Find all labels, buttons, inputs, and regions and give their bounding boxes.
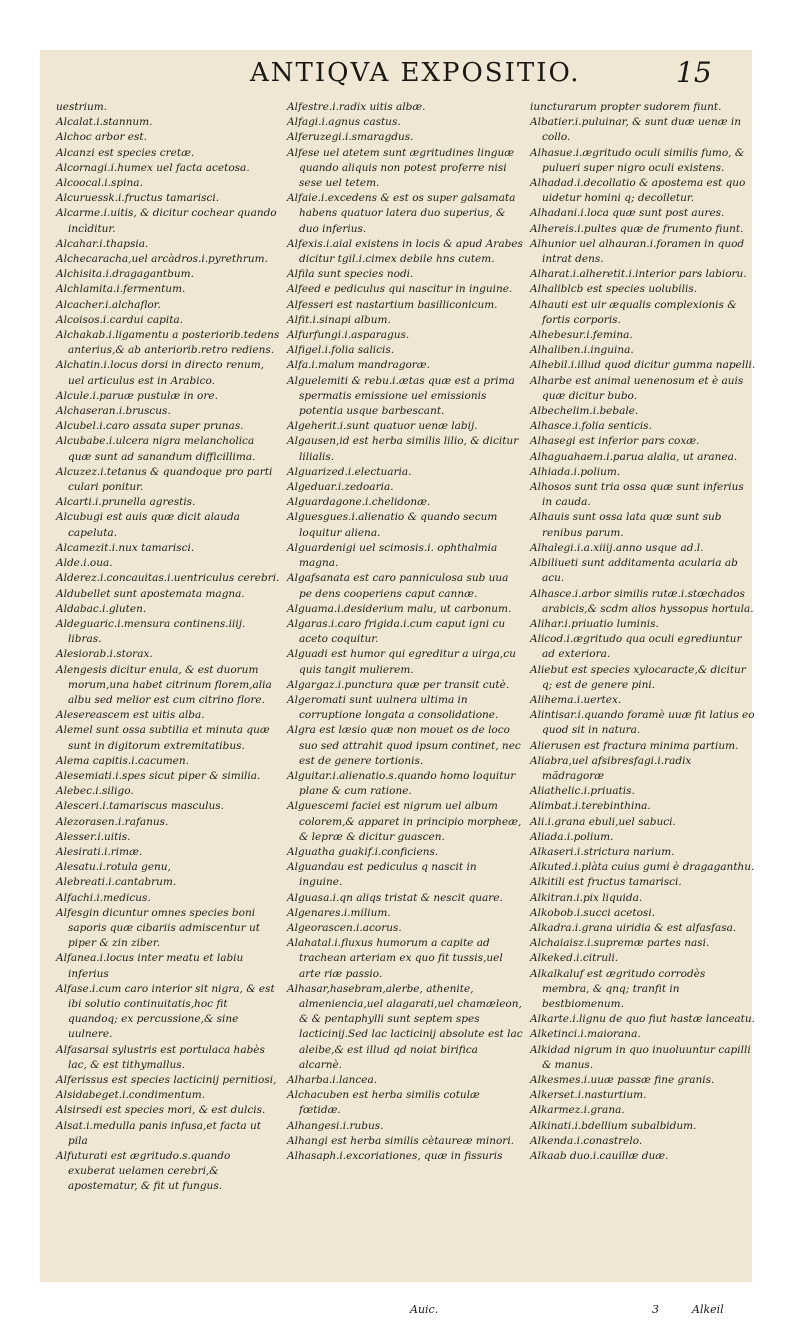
glossary-entry: Alhebil.i.illud quod dicitur gumma napelli.	[530, 359, 756, 372]
glossary-entry: Alfexis.i.aial existens in locis & apud Arabes dicitur tgil.i.cimex debile hns cutem.	[287, 237, 523, 266]
glossary-entry: Alihema.i.uertex.	[530, 693, 622, 706]
glossary-entry: Alicod.i.ægritudo qua oculi egrediuntur ad exteriora.	[530, 633, 742, 661]
glossary-entry: Aliabra,uel afsibresfagi.i.radix mãdragoræ	[530, 754, 692, 782]
glossary-entry: Alcalat.i.stannum.	[56, 116, 153, 129]
glossary-entry: Alguama.i.desiderium malu, ut carbonum.	[287, 602, 512, 615]
glossary-entry: Alhosos sunt tria ossa quæ sunt inferius in cauda.	[530, 481, 744, 509]
glossary-entry: Alesereascem est uitis alba.	[56, 709, 205, 722]
glossary-entry: Alguescemi faciei est nigrum uel album colorem,& apparet in principio morpheæ, & lepræ & dicitur guascen.	[287, 800, 522, 843]
glossary-entry: Alkaseri.i.strictura narium.	[530, 845, 675, 858]
catchword-right: Alkeil	[692, 1303, 724, 1316]
glossary-entry: Algaras.i.caro frigida.i.cum caput igni cu aceto coquitur.	[287, 617, 506, 646]
glossary-entry: Alcuruessk.i.fructus tamarisci.	[56, 192, 220, 205]
glossary-entry: Algeromati sunt uulnera ultima in corruptione longata a consolidatione.	[287, 693, 499, 722]
glossary-entry: Alengesis dicitur enula, & est duorum morum,una habet citrinum florem,alia albu sed melior est cum citrino flore.	[56, 663, 272, 706]
glossary-entry: Alfesseri est nastartium basilliconicum.	[287, 298, 498, 311]
glossary-entry: Alebec.i.siligo.	[56, 785, 134, 798]
glossary-entry: Alfa.i.malum mandragoræ.	[287, 359, 431, 372]
text-column-right	[530, 100, 756, 1164]
glossary-entry: Aliebut est species xylocaracte,& dicitur q; est de genere pini.	[530, 663, 746, 691]
glossary-entry: Alkuted.i.plàta cuius gumi è dragaganthu.	[530, 861, 755, 874]
glossary-entry: Alsirsedi est species mori, & est dulcis.	[56, 1104, 266, 1117]
glossary-entry: Alfurfungi.i.asparagus.	[287, 329, 410, 342]
glossary-entry: Alkesmes.i.uuæ passæ fine granis.	[530, 1074, 715, 1086]
glossary-entry: Alketinci.i.maiorana.	[530, 1028, 641, 1041]
glossary-entry: Alhereis.i.pultes quæ de frumento fiunt.	[530, 222, 744, 235]
glossary-entry: Alhiada.i.polium.	[530, 465, 621, 478]
glossary-entry: Alhunior uel alhauran.i.foramen in quod intrat dens.	[530, 237, 745, 266]
glossary-entry: Alchoc arbor est.	[56, 131, 147, 144]
glossary-entry: Alcacher.i.alchaflor.	[56, 298, 161, 311]
glossary-entry: Alfagi.i.agnus castus.	[287, 116, 401, 129]
glossary-entry: Alfila sunt species nodi.	[287, 268, 414, 281]
running-header	[0, 58, 800, 98]
glossary-entry: Alcule.i.paruæ pustulæ in ore.	[56, 389, 218, 402]
glossary-entry: Alcanzi est species cretæ.	[56, 146, 195, 159]
glossary-entry: Alkinati.i.bdellium subalbidum.	[530, 1119, 697, 1132]
glossary-entry: Alimbat.i.terebinthina.	[530, 800, 651, 813]
page-number: 15	[676, 56, 712, 89]
glossary-entry: Alchlamita.i.fermentum.	[56, 283, 186, 296]
glossary-entry: Algargaz.i.punctura quæ per transit cutè.	[287, 678, 510, 691]
glossary-entry: Aliathelic.i.priuatis.	[530, 785, 635, 798]
glossary-entry: Alhadani.i.loca quæ sunt post aures.	[530, 207, 725, 220]
glossary-entry: Alfese uel atetem sunt ægritudines linguæ quando aliquis non potest proferre nisi sese uel tetem.	[287, 146, 515, 190]
glossary-entry: Alhalegi.i.a.xiiij.anno usque ad.l.	[530, 541, 704, 554]
glossary-entry: Alkalkaluf est ægritudo corrodès membra, & qnq; tranfit in bestbiomenum.	[530, 967, 706, 1010]
glossary-entry: Alihar.i.priuatio luminis.	[530, 617, 659, 630]
glossary-entry: Alezorasen.i.rafanus.	[56, 815, 169, 828]
glossary-entry: Alhasue.i.ægritudo oculi similis fumo, & pulueri super nigro oculi existens.	[530, 146, 745, 174]
glossary-entry: iuncturarum propter sudorem fiunt.	[530, 101, 722, 113]
glossary-entry: Alfaie.i.excedens & est os super galsamata habens quatuor latera duo superius, & duo inferius.	[287, 192, 516, 235]
glossary-entry: Alesemiati.i.spes sicut piper & similia.	[56, 769, 261, 782]
glossary-entry: Alemel sunt ossa subtilia et minuta quæ sunt in digitorum extremitatibus.	[56, 724, 270, 752]
glossary-entry: Alcoocal.i.spina.	[56, 177, 143, 190]
glossary-entry: Algenares.i.milium.	[287, 906, 391, 919]
glossary-entry: Alfuturati est ægritudo.s.quando exuberat uelamen cerebri,& apostematur, & fit ut fungus.	[56, 1150, 231, 1193]
glossary-entry: Alahatal.i.fluxus humorum a capite ad trachean arteriam ex quo fit tussis,uel arte riæ passio.	[287, 937, 503, 980]
glossary-entry: Alchacuben est herba similis cotulæ fœtidæ.	[287, 1089, 480, 1117]
glossary-entry: Alema capitis.i.cacumen.	[56, 754, 189, 767]
glossary-entry: Algausen,id est herba similis lilio, & dicitur lilialis.	[287, 435, 519, 463]
glossary-entry: Alferuzegi.i.smaragdus.	[287, 131, 414, 144]
glossary-entry: Alkitili est fructus tamarisci.	[530, 876, 682, 889]
glossary-entry: Alhaguahaem.i.parua alalia, ut aranea.	[530, 450, 738, 463]
glossary-entry: Alhasegi est inferior pars coxæ.	[530, 435, 700, 448]
glossary-entry: Alfeed e pediculus qui nascitur in inguine.	[287, 283, 513, 296]
glossary-entry: Alkerset.i.nasturtium.	[530, 1089, 647, 1102]
glossary-entry: Alkidad nigrum in quo inuoluuntur capilli & manus.	[530, 1043, 751, 1071]
glossary-entry: Algeorascen.i.acorus.	[287, 921, 402, 934]
glossary-entry: Alkobob.i.succi acetosi.	[530, 906, 656, 919]
glossary-entry: Alfanea.i.locus inter meatu et labiu inferius	[56, 952, 244, 980]
glossary-entry: Alfigel.i.folia salicis.	[287, 344, 395, 357]
glossary-entry: Alhasce.i.folia senticis.	[530, 420, 652, 433]
glossary-entry: Alferissus est species lacticinij pernitiosi,	[56, 1074, 277, 1086]
glossary-entry: Aldubellet sunt apostemata magna.	[56, 587, 245, 600]
glossary-entry: Alkaab duo.i.cauillæ duæ.	[530, 1150, 669, 1163]
glossary-entry: Alhadad.i.decollatio & apostema est quo uidetur homini q; decolletur.	[530, 177, 746, 205]
glossary-entry: Algeduar.i.zedoaria.	[287, 481, 394, 494]
glossary-entry: Aldabac.i.gluten.	[56, 602, 147, 615]
glossary-entry: Alchisita.i.dragagantbum.	[56, 268, 194, 281]
glossary-entry: Alintisar.i.quando foramè uuæ fit latius eo quod sit in natura.	[530, 709, 755, 737]
glossary-entry: Alharat.i.alheretit.i.interior pars labioru.	[530, 268, 747, 281]
glossary-entry: Alfasarsai sylustris est portulaca habès lac, & est tithymallus.	[56, 1043, 265, 1071]
glossary-entry: Alcarti.i.prunella agrestis.	[56, 496, 196, 509]
signature-mark: 3	[652, 1303, 659, 1316]
glossary-entry: Alhasar,hasebram,alerbe, athenite, almeniencia,uel alagarati,uel chamæleon, & & pentaphylli sunt septem spes lacticinij.Sed lac lacticinij absolute est lac aleibe,& est illud qd noiat birifica alcarnè.	[287, 982, 523, 1071]
glossary-entry: Albechelim.i.bebale.	[530, 405, 639, 418]
glossary-entry: Alcubugi est auis quæ dicit alauda capeluta.	[56, 511, 240, 539]
glossary-entry: Alguandau est pediculus q nascit in inguine.	[287, 861, 477, 889]
glossary-entry: Alesirati.i.rimæ.	[56, 845, 143, 858]
glossary-entry: Alcarme.i.uitis, & dicitur cochear quando incìditur.	[56, 207, 277, 235]
glossary-entry: Alesser.i.uitis.	[56, 830, 131, 843]
glossary-entry: Alcornagi.i.humex uel facta acetosa.	[56, 161, 250, 174]
text-column-middle	[287, 100, 523, 1164]
glossary-entry: Alkadra.i.grana uiridia & est alfasfasa.	[530, 921, 737, 934]
glossary-entry: Alguasa.i.qn aliqs tristat & nescit quare.	[287, 891, 503, 904]
glossary-entry: uestrium.	[56, 101, 108, 113]
glossary-entry: Aldeguaric.i.mensura continens.iiij. libras.	[56, 617, 246, 646]
glossary-entry: Alguelemiti & rebu.i.ætas quæ est a prima spermatis emissione uel emissionis potentia usque barbescant.	[287, 374, 515, 418]
glossary-entry: Alhebesur.i.femina.	[530, 329, 633, 342]
glossary-entry: Alchecaracha,uel arcàdros.i.pyrethrum.	[56, 253, 268, 266]
glossary-entry: Alhangi est herba similis cètaureæ minori.	[287, 1134, 515, 1147]
glossary-entry: Alguarized.i.electuaria.	[287, 465, 412, 478]
glossary-entry: Alcahar.i.thapsia.	[56, 237, 149, 250]
glossary-entry: Alguesgues.i.alienatio & quando secum loquitur aliena.	[287, 511, 498, 539]
glossary-entry: Alhasaph.i.excoriationes, quæ in fissuris	[287, 1150, 503, 1163]
glossary-entry: Alsidabeget.i.condimentum.	[56, 1089, 206, 1102]
glossary-entry: Alguardagone.i.chelidonæ.	[287, 496, 431, 509]
glossary-entry: Alguatha guakif.i.conficiens.	[287, 845, 439, 858]
glossary-entry: Alchakab.i.ligamentu a posteriorib.tedens anterius,& ab anteriorib.retro rediens.	[56, 329, 280, 357]
glossary-entry: Alhasce.i.arbor similis rutæ.i.stœchados arabicis,& scdm alios hyssopus hortula.	[530, 587, 754, 615]
glossary-entry: Alhangesi.i.rubus.	[287, 1119, 384, 1132]
glossary-entry: Alesceri.i.tamariscus masculus.	[56, 800, 224, 813]
glossary-entry: Alierusen est fractura minima partium.	[530, 739, 739, 752]
glossary-entry: Alkitran.i.pix liquida.	[530, 891, 643, 904]
glossary-entry: Alchaseran.i.bruscus.	[56, 405, 171, 418]
glossary-entry: Alharbe est animal uenenosum et è auis quæ dicitur bubo.	[530, 374, 744, 402]
glossary-entry: Alcubabe.i.ulcera nigra melancholica quæ sunt ad sanandum difficillima.	[56, 435, 256, 463]
running-title: ANTIQVA EXPOSITIO.	[250, 58, 581, 88]
glossary-entry: Alebreati.i.cantabrum.	[56, 876, 177, 889]
catchword-middle: Auic.	[410, 1303, 439, 1316]
glossary-entry: Alhaliblcb est species uolubilis.	[530, 283, 698, 296]
glossary-entry: Ali.i.grana ebuli,uel sabuci.	[530, 815, 676, 828]
glossary-entry: Alhaliben.i.inguina.	[530, 344, 634, 357]
glossary-entry: Alhauti est uir æqualis complexionis & fortis corporis.	[530, 298, 737, 326]
glossary-entry: Algafsanata est caro panniculosa sub uua pe dens cooperiens caput cannæ.	[287, 572, 509, 600]
glossary-entry: Alderez.i.concauitas.i.uentriculus cerebri.	[56, 572, 280, 585]
glossary-entry: Alfachi.i.medicus.	[56, 891, 151, 904]
glossary-entry: Alguitar.i.alienatio.s.quando homo loquitur plane & cum ratione.	[287, 769, 516, 798]
glossary-entry: Alfestre.i.radix uitis albæ.	[287, 101, 426, 113]
glossary-entry: Alharba.i.lancea.	[287, 1074, 378, 1086]
glossary-entry: Alchaiaisz.i.supremæ partes nasi.	[530, 937, 710, 950]
glossary-entry: Alesiorab.i.storax.	[56, 648, 153, 661]
glossary-entry: Alde.i.oua.	[56, 557, 113, 570]
glossary-entry: Aliada.i.polium.	[530, 830, 614, 843]
glossary-entry: Alkarmez.i.grana.	[530, 1104, 625, 1117]
glossary-entry: Alfesgin dicuntur omnes species boni saporis quæ cibariis admiscentur ut piper & zin ziber.	[56, 906, 261, 950]
glossary-entry: Alfase.i.cum caro interior sit nigra, & est ibi solutio continuitatis,hoc fit quandoq; ex percussione,& sine uulnere.	[56, 982, 275, 1041]
glossary-entry: Alkeked.i.citruli.	[530, 952, 619, 965]
glossary-entry: Alhauis sunt ossa lata quæ sunt sub renibus parum.	[530, 511, 722, 539]
glossary-entry: Alfit.i.sinapi album.	[287, 313, 391, 326]
glossary-entry: Alguadi est humor qui egreditur a uirga,cu quis tangit mulierem.	[287, 648, 516, 676]
glossary-entry: Alchatin.i.locus dorsi in directo renum, uel articulus est in Arabico.	[56, 359, 264, 387]
glossary-entry: Alcuzez.i.tetanus & quandoque pro parti culari ponitur.	[56, 465, 273, 494]
text-column-left	[56, 100, 280, 1195]
glossary-entry: Albiliueti sunt additamenta acularia ab acu.	[530, 557, 738, 585]
glossary-entry: Algeherit.i.sunt quatuor uenæ labij.	[287, 420, 478, 433]
glossary-entry: Alkenda.i.conastrelo.	[530, 1134, 643, 1147]
glossary-entry: Alesatu.i.rotula genu,	[56, 861, 171, 874]
glossary-entry: Alcubel.i.caro assata super prunas.	[56, 420, 244, 433]
glossary-entry: Alsat.i.medulla panis infusa,et facta ut pila	[56, 1119, 261, 1147]
glossary-entry: Alcamezit.i.nux tamarisci.	[56, 541, 195, 554]
glossary-entry: Albatier.i.puluinar, & sunt duæ uenæ in collo.	[530, 116, 742, 144]
glossary-entry: Alcoisos.i.cardui capita.	[56, 313, 184, 326]
glossary-entry: Alkarte.i.lignu de quo fiut hastæ lanceatu.	[530, 1013, 755, 1026]
glossary-entry: Alguardenigi uel scimosis.i. ophthalmia magna.	[287, 541, 498, 570]
glossary-entry: Algra est læsio quæ non mouet os de loco suo sed attrahit quod ipsum continet, nec est de genere tortionis.	[287, 724, 521, 767]
